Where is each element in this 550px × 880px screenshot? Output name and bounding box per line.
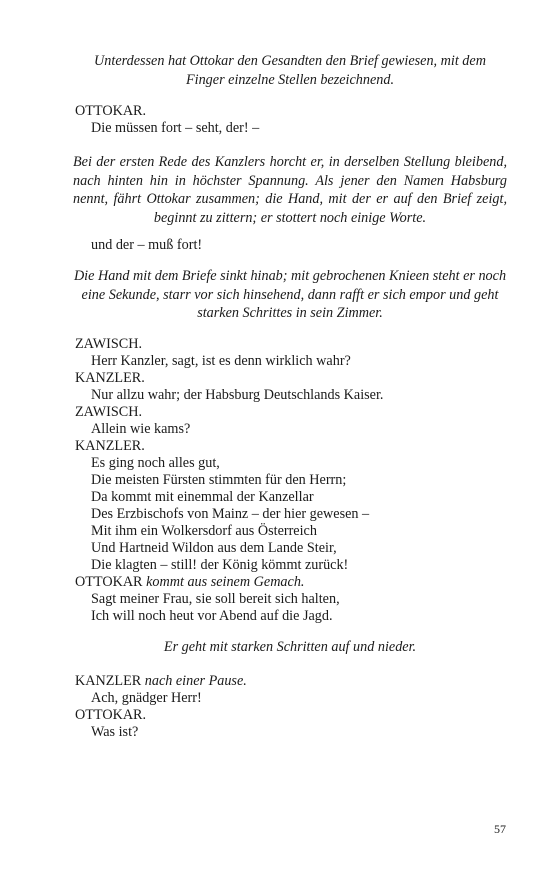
verse-line: Die müssen fort – seht, der! – xyxy=(91,120,260,136)
verse-line: Es ging noch alles gut, xyxy=(91,455,220,471)
verse-line: Die meisten Fürsten stimmten für den Herrn; xyxy=(91,472,347,488)
stage-direction: Er geht mit starken Schritten auf und nieder. xyxy=(163,639,417,655)
stage-direction: Die Hand mit dem Briefe sinkt hinab; mit gebrochenen Knieen steht er noch eine Sekunde, starr vor sich hinsehend, dann rafft er sich empor und geht starken Schrittes in sein Zimmer. xyxy=(73,268,507,321)
speaker-name: OTTOKAR. xyxy=(75,707,147,723)
verse-line: Mit ihm ein Wolkersdorf aus Österreich xyxy=(91,523,317,539)
speaker-direction: kommt aus seinem Gemach. xyxy=(146,574,305,590)
verse-line: Nur allzu wahr; der Habsburg Deutschlands Kaiser. xyxy=(91,387,384,403)
verse-line: Ach, gnädger Herr! xyxy=(91,690,202,706)
verse-line: Sagt meiner Frau, sie soll bereit sich halten, xyxy=(91,591,340,607)
page-number: 57 xyxy=(494,822,506,836)
speaker-name: ZAWISCH. xyxy=(75,336,143,352)
stage-direction: Unterdessen hat Ottokar den Gesandten den Brief gewiesen, mit dem Finger einzelne Stellen bezeichnend. xyxy=(94,53,486,88)
speaker-name: KANZLER. xyxy=(75,370,145,386)
speaker-name: OTTOKAR. xyxy=(75,103,147,119)
verse-line: Allein wie kams? xyxy=(91,421,191,437)
speaker-line xyxy=(75,673,247,690)
speaker-line xyxy=(75,574,304,591)
stage-direction: Bei der ersten Rede des Kanzlers horcht er, in derselben Stellung bleibend, nach hinten hin in höchster Spannung. Als jener den Namen Habsburg nennt, fährt Ottokar zusammen; die Hand, mit der er auf den Brief zeigt, beginnt zu zittern; er stottert noch einige Worte. xyxy=(73,154,507,226)
speaker-name: OTTOKAR xyxy=(75,574,143,590)
verse-line: Die klagten – still! der König kömmt zurück! xyxy=(91,557,349,573)
verse-line: Und Hartneid Wildon aus dem Lande Steir, xyxy=(91,540,337,556)
verse-line: Was ist? xyxy=(91,724,139,740)
verse-line: Ich will noch heut vor Abend auf die Jagd. xyxy=(91,608,333,624)
verse-line: Da kommt mit einemmal der Kanzellar xyxy=(91,489,314,505)
verse-line: Des Erzbischofs von Mainz – der hier gewesen – xyxy=(91,506,370,522)
speaker-direction: nach einer Pause. xyxy=(144,673,247,689)
speaker-name: KANZLER xyxy=(75,673,142,689)
speaker-name: ZAWISCH. xyxy=(75,404,143,420)
verse-line: Herr Kanzler, sagt, ist es denn wirklich wahr? xyxy=(91,353,351,369)
speaker-name: KANZLER. xyxy=(75,438,145,454)
verse-line: und der – muß fort! xyxy=(91,237,203,253)
